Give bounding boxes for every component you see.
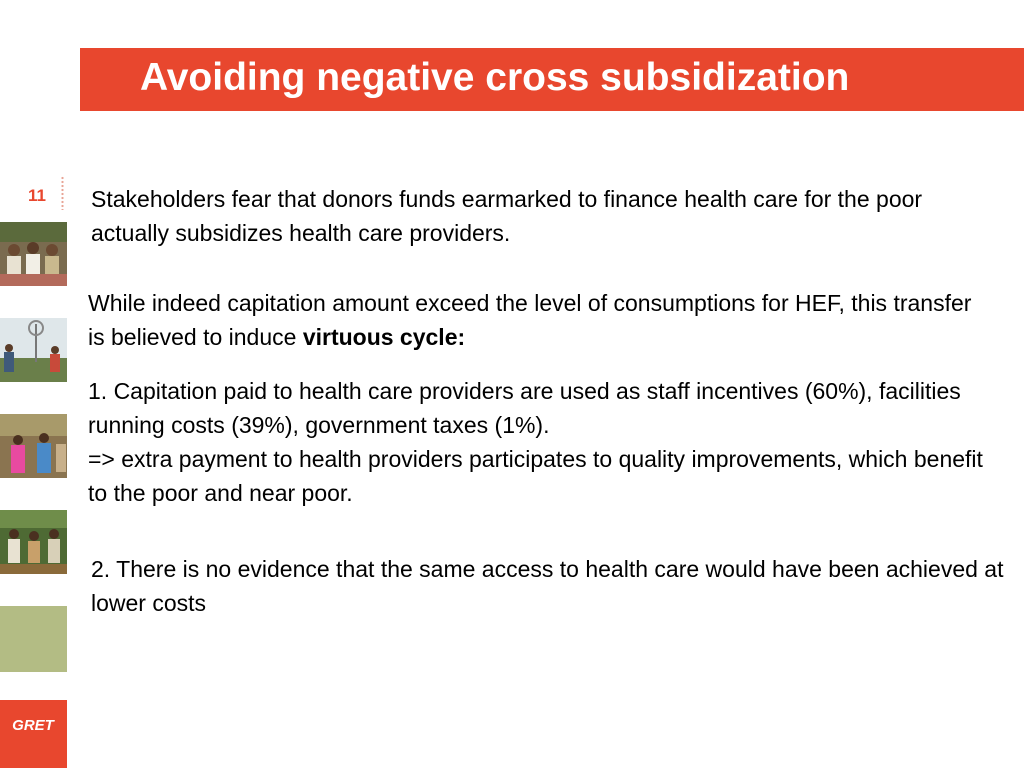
paragraph-capitation-text: While indeed capitation amount exceed the level of consumptions for HEF, this transfer is believed to induce bbox=[88, 290, 972, 350]
gret-logo bbox=[0, 700, 67, 768]
slide-title: Avoiding negative cross subsidization bbox=[140, 56, 850, 99]
dotted-divider bbox=[61, 176, 64, 210]
svg-text:GRET: GRET bbox=[12, 717, 54, 734]
color-block-olive bbox=[0, 606, 67, 672]
paragraph-point-two: 2. There is no evidence that the same access to health care would have been achieved at lower costs bbox=[91, 556, 1004, 616]
page-number: 11 bbox=[28, 186, 46, 205]
photo-group-meeting bbox=[0, 222, 67, 286]
photo-forest-people bbox=[0, 510, 67, 574]
point-one-quality-improvement: => extra payment to health providers participates to quality improvements, which benefit to the poor and near poor. bbox=[88, 446, 983, 506]
point-one-capitation-use: 1. Capitation paid to health care providers are used as staff incentives (60%), facilities running costs (39%), government taxes (1%). bbox=[88, 378, 961, 438]
title-bar bbox=[80, 48, 1024, 111]
virtuous-cycle-emphasis: virtuous cycle: bbox=[302, 324, 466, 350]
paragraph-point-one bbox=[88, 374, 988, 510]
paragraph-stakeholders-fear: Stakeholders fear that donors funds earmarked to finance health care for the poor actually subsidizes health care providers. bbox=[91, 186, 923, 246]
paragraph-capitation-transfer bbox=[88, 286, 988, 354]
photo-village-windmill bbox=[0, 318, 67, 382]
photo-market-women bbox=[0, 414, 67, 478]
